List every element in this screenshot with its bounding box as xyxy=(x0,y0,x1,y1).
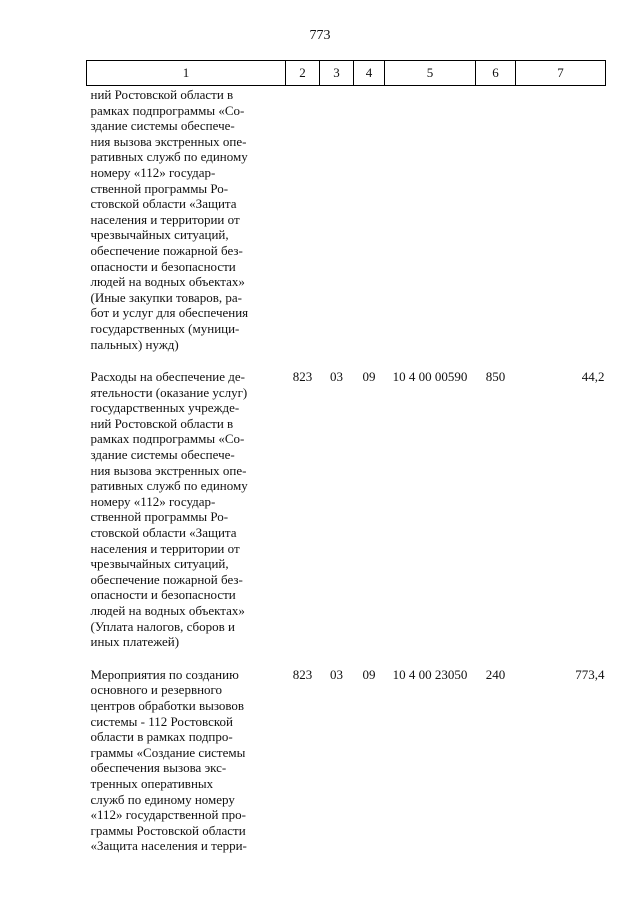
page-number: 773 xyxy=(309,28,331,43)
desc-line: (Иные закупки товаров, ра- xyxy=(90,289,242,305)
amount: 773,4 xyxy=(575,666,605,682)
row-description xyxy=(87,660,286,864)
desc-line: ятельности (оказание услуг) xyxy=(90,384,248,400)
desc-line: людей на водных объектах» xyxy=(90,603,245,618)
desc-line: ративных служб по единому xyxy=(90,478,248,494)
desc-line: чрезвычайных ситуаций, xyxy=(90,227,229,243)
amount: 44,2 xyxy=(581,369,605,385)
col-header-2: 2 xyxy=(286,61,320,86)
desc-line: тренных оперативных xyxy=(90,775,214,791)
desc-line: ственной программы Ро- xyxy=(90,180,229,196)
header-row xyxy=(87,61,606,86)
desc-line: пальных) нужд) xyxy=(90,336,179,352)
subsection-code: 09 xyxy=(362,666,376,682)
budget-table xyxy=(86,60,606,864)
table-row-continuation xyxy=(87,86,606,363)
desc-line: опасности и безопасности xyxy=(90,587,236,603)
desc-line: населения и территории от xyxy=(90,540,240,556)
desc-line: бот и услуг для обеспечения xyxy=(90,305,249,321)
desc-line: обеспечение пожарной без- xyxy=(90,242,243,258)
col-header-7: 7 xyxy=(516,61,606,86)
desc-line: ративных служб по единому xyxy=(90,149,248,165)
target-code: 10 4 00 23050 xyxy=(392,666,468,682)
desc-line: обеспечения вызова экс- xyxy=(90,760,227,776)
desc-line: обеспечение пожарной без- xyxy=(90,571,243,587)
table-row xyxy=(87,362,606,660)
expense-type-code: 240 xyxy=(485,666,506,682)
desc-line: Мероприятия по созданию xyxy=(90,666,239,682)
desc-line: здание системы обеспече- xyxy=(90,118,235,134)
ministry-code: 823 xyxy=(292,369,313,385)
section-code: 03 xyxy=(330,666,343,682)
desc-line: центров обработки вызовов xyxy=(90,697,245,713)
desc-line: основного и резервного xyxy=(90,682,223,698)
col-header-5: 5 xyxy=(385,61,476,86)
table-row xyxy=(87,660,606,864)
desc-line: населения и территории от xyxy=(90,211,240,227)
desc-line: служб по единому номеру xyxy=(90,791,235,807)
desc-line: рамках подпрограммы «Со- xyxy=(90,431,245,447)
col-header-4: 4 xyxy=(354,61,385,86)
row-description xyxy=(87,362,286,660)
desc-line: здание системы обеспече- xyxy=(90,447,235,463)
desc-line: ния вызова экстренных опе- xyxy=(90,462,247,478)
desc-line: граммы Ростовской области xyxy=(90,822,246,838)
desc-line: рамках подпрограммы «Со- xyxy=(90,102,245,118)
ministry-code: 823 xyxy=(292,666,313,682)
desc-line: стовской области «Защита xyxy=(90,525,237,541)
desc-line: области в рамках подпро- xyxy=(90,729,233,745)
target-code: 10 4 00 00590 xyxy=(392,369,468,385)
desc-line: номеру «112» государ- xyxy=(90,164,216,180)
subsection-code: 09 xyxy=(362,369,376,385)
desc-line: граммы «Создание системы xyxy=(90,744,246,760)
desc-line: людей на водных объектах» xyxy=(90,274,245,290)
section-code: 03 xyxy=(330,369,343,385)
desc-line: ственной программы Ро- xyxy=(90,509,229,525)
row-description xyxy=(87,86,286,363)
col-header-1: 1 xyxy=(87,61,286,86)
desc-line: «Защита населения и терри- xyxy=(90,838,247,854)
desc-line: ния вызова экстренных опе- xyxy=(90,133,247,149)
desc-line: стовской области «Защита xyxy=(90,196,237,212)
desc-line: номеру «112» государ- xyxy=(90,493,216,509)
desc-line: Расходы на обеспечение де- xyxy=(90,369,245,385)
desc-line: системы - 112 Ростовской xyxy=(90,713,233,729)
desc-line: государственных учрежде- xyxy=(90,400,240,416)
desc-line: «112» государственной про- xyxy=(90,807,246,823)
col-header-6: 6 xyxy=(476,61,516,86)
desc-line: государственных (муници- xyxy=(90,320,240,336)
desc-line: чрезвычайных ситуаций, xyxy=(90,556,229,572)
expense-type-code: 850 xyxy=(485,369,506,385)
desc-line: ний Ростовской области в xyxy=(90,415,234,431)
desc-line: иных платежей) xyxy=(90,634,180,650)
desc-line: опасности и безопасности xyxy=(90,258,236,274)
col-header-3: 3 xyxy=(320,61,354,86)
desc-line: ний Ростовской области в xyxy=(90,87,234,102)
desc-line: (Уплата налогов, сборов и xyxy=(90,618,235,634)
